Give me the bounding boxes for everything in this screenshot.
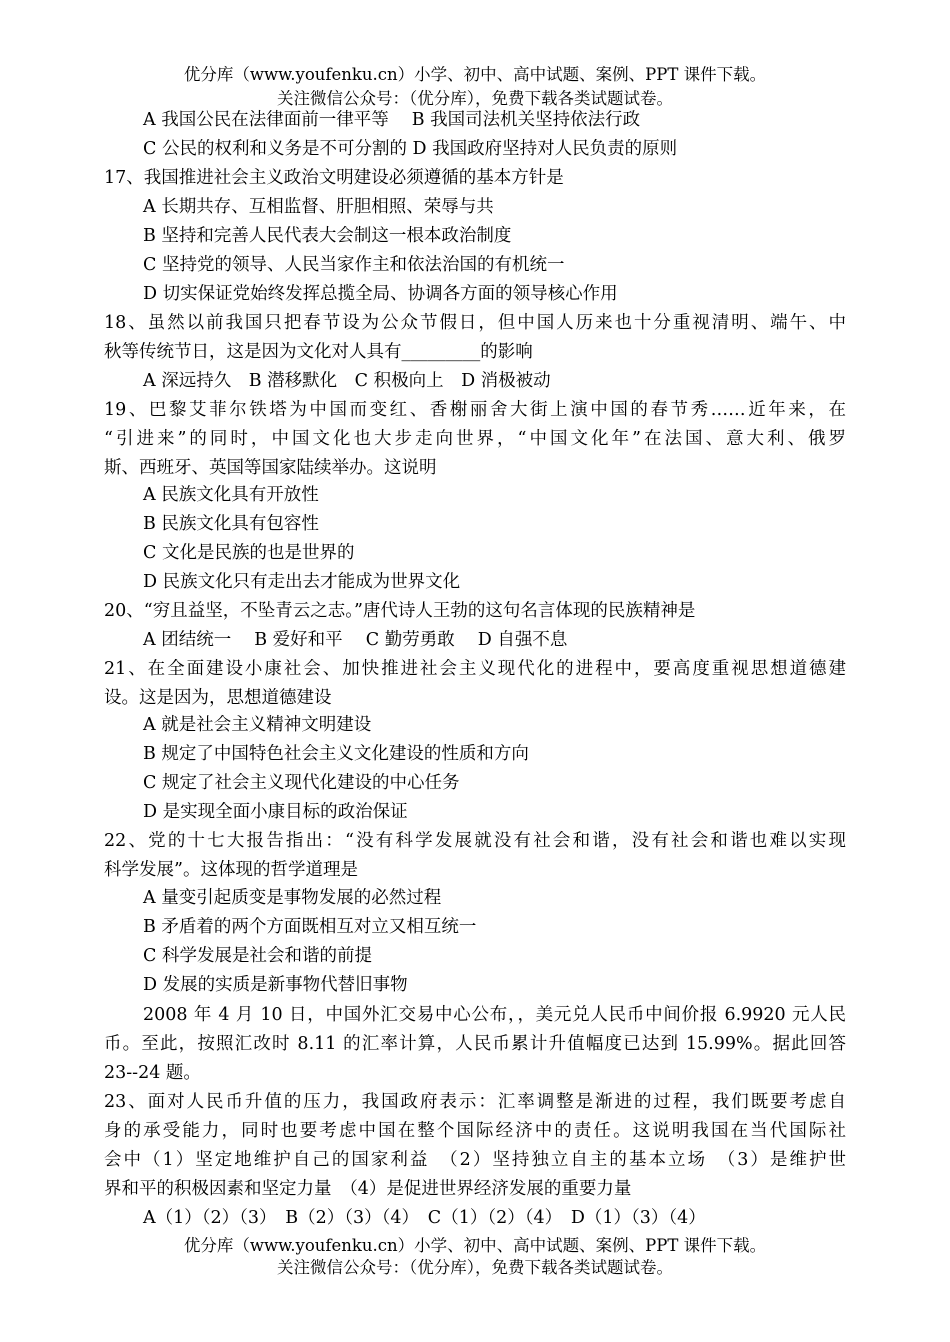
- q20-options: A 团结统一 B 爱好和平 C 勤劳勇敢 D 自强不息: [143, 630, 568, 650]
- q21-stem-line-1: 21、在全面建设小康社会、加快推进社会主义现代化的进程中，要高度重视思想道德建: [104, 659, 846, 679]
- q23-stem-line-4: 界和平的积极因素和坚定力量 （4）是促进世界经济发展的重要力量: [104, 1179, 632, 1199]
- q21-option-b: B 规定了中国特色社会主义文化建设的性质和方向: [143, 744, 529, 764]
- q18-stem-line-2: 秋等传统节日，这是因为文化对人具有_________的影响: [104, 342, 533, 362]
- q19-option-d: D 民族文化只有走出去才能成为世界文化: [143, 572, 461, 592]
- q22-stem-line-2: 科学发展”。这体现的哲学道理是: [104, 860, 358, 880]
- q19-stem-line-3: 斯、西班牙、英国等国家陆续举办。这说明: [104, 458, 437, 478]
- q17-option-a: A 长期共存、互相监督、肝胆相照、荣辱与共: [143, 197, 494, 217]
- q22-option-c: C 科学发展是社会和谐的前提: [143, 946, 372, 966]
- material-line-1: 2008 年 4 月 10 日，中国外汇交易中心公布，，美元兑人民币中间价报 6.9920 元人民: [143, 1005, 846, 1025]
- q17-option-c: C 坚持党的领导、人民当家作主和依法治国的有机统一: [143, 255, 565, 275]
- q20-stem: 20、“穷且益坚，不坠青云之志。”唐代诗人王勃的这句名言体现的民族精神是: [104, 601, 696, 621]
- footer-line-1: 优分库（www.youfenku.cn）小学、初中、高中试题、案例、PPT 课件下载。: [183, 1236, 767, 1255]
- q23-stem-line-2: 身的承受能力，同时也要考虑中国在整个国际经济中的责任。这说明我国在当代国际社: [104, 1121, 846, 1141]
- q22-option-d: D 发展的实质是新事物代替旧事物: [143, 975, 408, 995]
- q22-option-b: B 矛盾着的两个方面既相互对立又相互统一: [143, 917, 477, 937]
- q19-stem-line-2: “引进来”的同时，中国文化也大步走向世界，“中国文化年”在法国、意大利、俄罗: [104, 429, 846, 449]
- q23-stem-line-3: 会中（1）坚定地维护自己的国家利益 （2）坚持独立自主的基本立场 （3）是维护世: [104, 1150, 846, 1170]
- q16-options-ab: A 我国公民在法律面前一律平等 B 我国司法机关坚持依法行政: [143, 110, 641, 130]
- footer-line-2: 关注微信公众号：（优分库），免费下载各类试题试卷。: [277, 1258, 673, 1277]
- material-line-3: 23--24 题。: [104, 1063, 201, 1083]
- q17-stem: 17、我国推进社会主义政治文明建设必须遵循的基本方针是: [104, 168, 564, 188]
- q18-stem-line-1: 18、虽然以前我国只把春节设为公众节假日，但中国人历来也十分重视清明、端午、中: [104, 313, 846, 333]
- q23-stem-line-1: 23、面对人民币升值的压力，我国政府表示：汇率调整是渐进的过程，我们既要考虑自: [104, 1092, 846, 1112]
- q19-option-c: C 文化是民族的也是世界的: [143, 543, 355, 563]
- q21-option-a: A 就是社会主义精神文明建设: [143, 715, 372, 735]
- q17-option-b: B 坚持和完善人民代表大会制这一根本政治制度: [143, 226, 512, 246]
- q23-options: A（1）（2）（3） B（2）（3）（4） C（1）（2）（4） D（1）（3）（4）: [143, 1208, 706, 1228]
- q18-options: A 深远持久 B 潜移默化 C 积极向上 D 消极被动: [143, 371, 551, 391]
- q19-option-b: B 民族文化具有包容性: [143, 514, 319, 534]
- header-line-2: 关注微信公众号：（优分库），免费下载各类试题试卷。: [277, 89, 673, 108]
- q21-option-c: C 规定了社会主义现代化建设的中心任务: [143, 773, 460, 793]
- q21-stem-line-2: 设。这是因为，思想道德建设: [104, 688, 332, 708]
- q16-options-cd: C 公民的权利和义务是不可分割的 D 我国政府坚持对人民负责的原则: [143, 139, 678, 159]
- material-line-2: 币。至此，按照汇改时 8.11 的汇率计算，人民币累计升值幅度已达到 15.99%。据此回答: [104, 1034, 846, 1054]
- q19-stem-line-1: 19、巴黎艾菲尔铁塔为中国而变红、香榭丽舍大街上演中国的春节秀……近年来，在: [104, 400, 846, 420]
- q19-option-a: A 民族文化具有开放性: [143, 485, 319, 505]
- q21-option-d: D 是实现全面小康目标的政治保证: [143, 802, 408, 822]
- q22-option-a: A 量变引起质变是事物发展的必然过程: [143, 888, 442, 908]
- q22-stem-line-1: 22、党的十七大报告指出：“没有科学发展就没有社会和谐，没有社会和谐也难以实现: [104, 831, 846, 851]
- header-line-1: 优分库（www.youfenku.cn）小学、初中、高中试题、案例、PPT 课件下载。: [183, 65, 767, 84]
- q17-option-d: D 切实保证党始终发挥总揽全局、协调各方面的领导核心作用: [143, 284, 618, 304]
